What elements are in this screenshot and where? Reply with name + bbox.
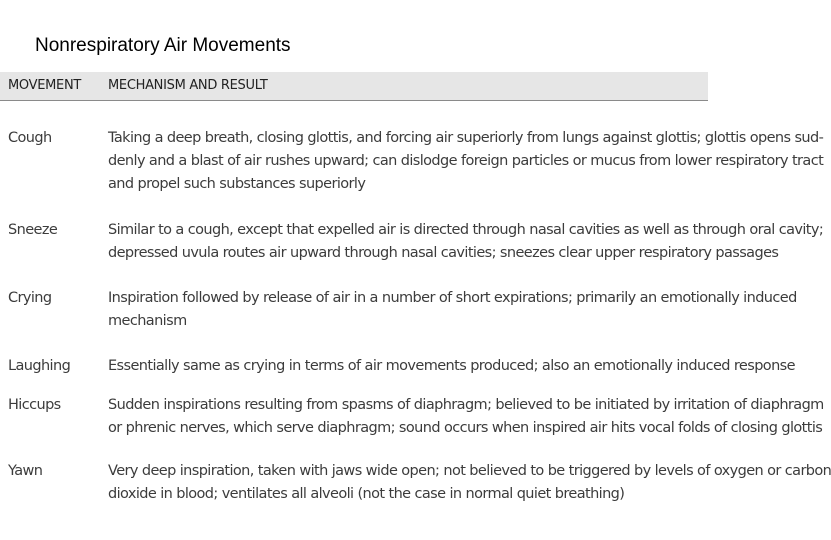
mechanism-line: mechanism xyxy=(108,313,187,329)
mechanism-cell xyxy=(108,127,824,196)
mechanism-line: dioxide in blood; ventilates all alveoli (not the case in normal quiet breathing) xyxy=(108,486,625,502)
movement-cell: Sneeze xyxy=(8,222,58,238)
movement-cell: Yawn xyxy=(8,463,43,479)
mechanism-line: Similar to a cough, except that expelled air is directed through nasal cavities as well as through oral cavity; xyxy=(108,222,824,238)
mechanism-cell xyxy=(108,219,824,265)
mechanism-cell xyxy=(108,460,831,506)
movement-cell: Crying xyxy=(8,290,52,306)
mechanism-line: Sudden inspirations resulting from spasms of diaphragm; believed to be initiated by irritation of diaphragm xyxy=(108,397,824,413)
mechanism-line: or phrenic nerves, which serve diaphragm; sound occurs when inspired air hits vocal folds of closing glottis xyxy=(108,420,823,436)
mechanism-line: Taking a deep breath, closing glottis, and forcing air superiorly from lungs against glottis; glottis opens sud- xyxy=(108,130,824,146)
movements-table xyxy=(0,72,708,101)
movement-cell: Cough xyxy=(8,130,52,146)
header-movement: MOVEMENT xyxy=(8,78,82,93)
mechanism-cell xyxy=(108,355,795,378)
mechanism-line: denly and a blast of air rushes upward; can dislodge foreign particles or mucus from lower respiratory tract xyxy=(108,153,824,169)
header-mechanism: MECHANISM AND RESULT xyxy=(108,78,268,93)
slide-title: Nonrespiratory Air Movements xyxy=(35,35,291,56)
mechanism-line: Inspiration followed by release of air in a number of short expirations; primarily an emotionally induced xyxy=(108,290,797,306)
movement-cell: Laughing xyxy=(8,358,71,374)
mechanism-line: Essentially same as crying in terms of air movements produced; also an emotionally induced response xyxy=(108,358,795,374)
mechanism-cell xyxy=(108,287,797,333)
mechanism-line: and propel such substances superiorly xyxy=(108,176,366,192)
mechanism-line: Very deep inspiration, taken with jaws wide open; not believed to be triggered by levels of oxygen or carbon xyxy=(108,463,831,479)
mechanism-cell xyxy=(108,394,824,440)
table-header xyxy=(0,72,708,101)
mechanism-line: depressed uvula routes air upward through nasal cavities; sneezes clear upper respiratory passages xyxy=(108,245,779,261)
movement-cell: Hiccups xyxy=(8,397,61,413)
